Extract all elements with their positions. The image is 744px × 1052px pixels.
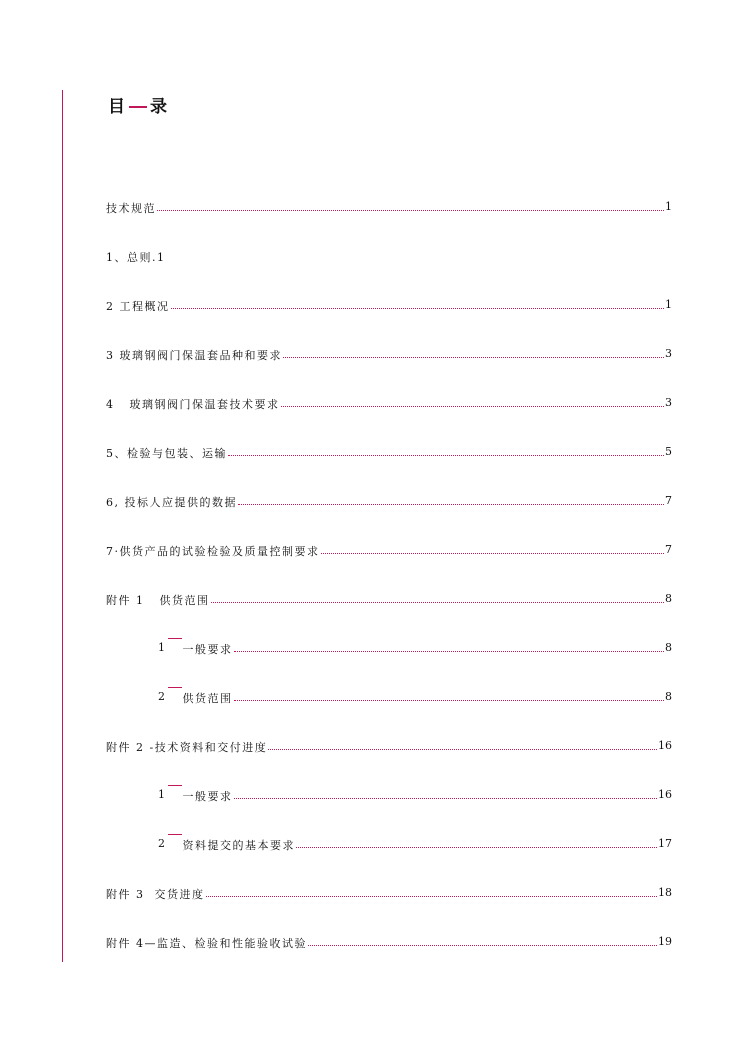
dot-leader	[238, 494, 664, 505]
toc-entry-page: 1	[665, 298, 672, 311]
dot-leader	[283, 347, 664, 358]
dot-leader	[157, 200, 664, 211]
number-dash	[168, 687, 182, 688]
toc-entry-text: 附件 1 供货范围	[106, 594, 210, 607]
dot-leader	[281, 396, 665, 407]
number-dash	[168, 638, 182, 639]
toc-entry-text: 资料提交的基本要求	[182, 839, 295, 852]
toc-entry-page: 3	[665, 396, 672, 409]
toc-entry-page: 8	[665, 592, 672, 605]
page-title	[108, 92, 168, 117]
toc-entry-text: 6, 投标人应提供的数据	[106, 496, 237, 509]
toc-entry[interactable]	[106, 298, 672, 347]
toc-entry-page: 8	[665, 690, 672, 703]
toc-entry-text: 1、总则.1	[106, 251, 166, 264]
toc-entry[interactable]	[106, 935, 672, 984]
toc-entry[interactable]	[106, 396, 672, 445]
dot-leader	[228, 445, 664, 456]
toc-entry-page: 16	[658, 739, 672, 752]
toc-entry-page: 7	[665, 494, 672, 507]
toc-entry-text: 2 工程概况	[106, 300, 170, 313]
dot-leader	[206, 886, 658, 897]
toc-entry-text: 附件 4—监造、检验和性能验收试验	[106, 937, 307, 950]
toc-entry-text: 7·供货产品的试验检验及质量控制要求	[106, 545, 320, 558]
title-dash	[129, 106, 147, 108]
title-char-left: 目	[108, 97, 126, 117]
toc-entry-page: 5	[665, 445, 672, 458]
toc-entry-text: 4 玻璃钢阀门保温套技术要求	[106, 398, 280, 411]
dot-leader	[296, 837, 657, 848]
toc-entry-page: 17	[658, 837, 672, 850]
toc-entry[interactable]	[106, 347, 672, 396]
dot-leader	[308, 935, 657, 946]
toc-entry[interactable]	[106, 739, 672, 788]
toc-entry-page: 1	[665, 200, 672, 213]
toc-subentry[interactable]	[106, 641, 672, 690]
toc-entry-number: 2	[158, 690, 167, 703]
toc-subentry[interactable]	[106, 837, 672, 886]
number-dash	[168, 834, 182, 835]
table-of-contents	[106, 200, 672, 984]
toc-entry-number: 2	[158, 837, 167, 850]
toc-entry-text: 供货范围	[182, 692, 233, 705]
dot-leader	[321, 543, 665, 554]
toc-subentry[interactable]	[106, 690, 672, 739]
toc-entry-text: 3 玻璃钢阀门保温套品种和要求	[106, 349, 282, 362]
dot-leader	[234, 690, 665, 701]
toc-entry-number: 1	[158, 788, 167, 801]
toc-entry-text: 一般要求	[182, 790, 233, 803]
toc-entry[interactable]	[106, 445, 672, 494]
toc-entry-page: 16	[658, 788, 672, 801]
toc-entry[interactable]	[106, 494, 672, 543]
dot-leader	[211, 592, 665, 603]
dot-leader	[234, 788, 658, 799]
toc-entry[interactable]	[106, 592, 672, 641]
toc-entry[interactable]	[106, 200, 672, 249]
toc-entry-page: 8	[665, 641, 672, 654]
toc-entry-text: 5、检验与包装、运输	[106, 447, 227, 460]
toc-entry-page: 19	[658, 935, 672, 948]
title-char-right: 录	[150, 97, 168, 117]
toc-entry-text: 技术规范	[106, 202, 156, 215]
toc-entry-text: 附件 2 -技术资料和交付进度	[106, 741, 268, 754]
toc-entry-page: 3	[665, 347, 672, 360]
toc-entry[interactable]	[106, 543, 672, 592]
toc-entry-number: 1	[158, 641, 167, 654]
toc-entry-page: 18	[658, 886, 672, 899]
toc-entry-text: 附件 3 交货进度	[106, 888, 205, 901]
toc-entry[interactable]	[106, 886, 672, 935]
dot-leader	[268, 739, 657, 750]
dot-leader	[171, 298, 665, 309]
number-dash	[168, 785, 182, 786]
margin-rule	[62, 90, 63, 962]
toc-entry-text: 一般要求	[182, 643, 233, 656]
toc-subentry[interactable]	[106, 788, 672, 837]
toc-entry-page: 7	[665, 543, 672, 556]
dot-leader	[234, 641, 665, 652]
toc-entry[interactable]	[106, 249, 672, 298]
